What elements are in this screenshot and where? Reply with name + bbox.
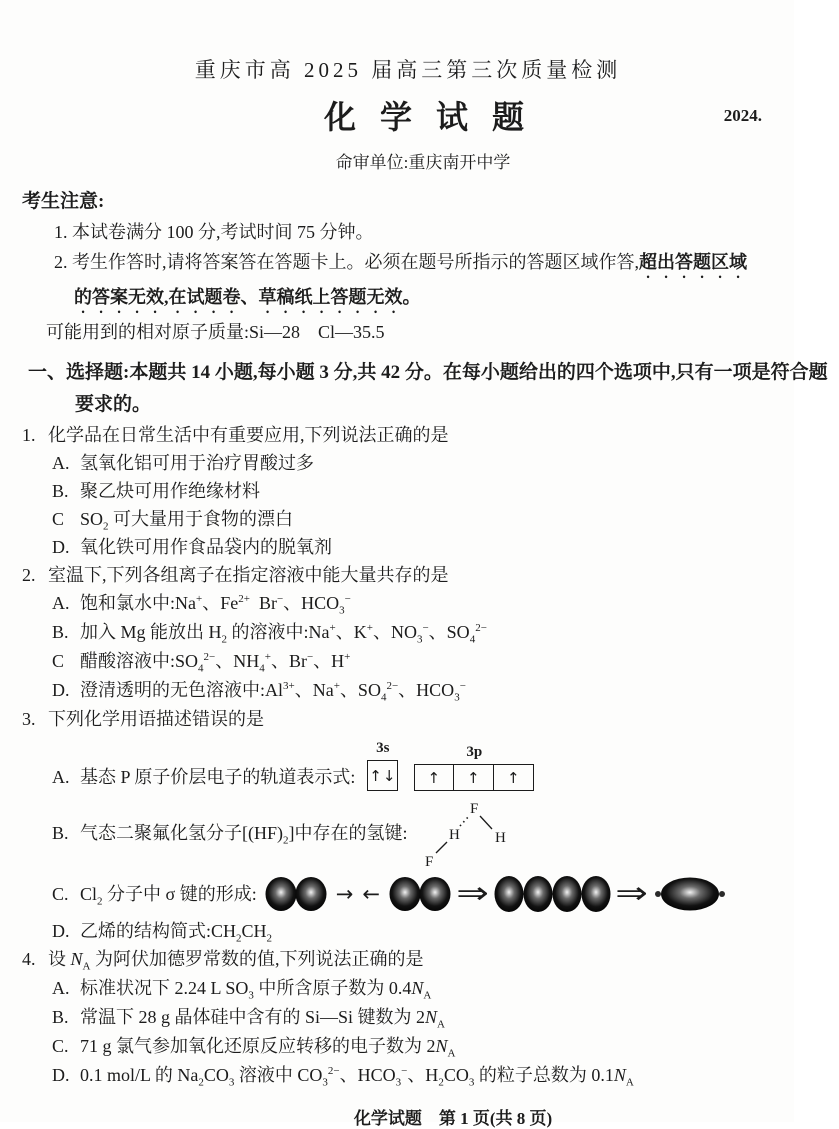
option-text: $Cl_2$ 分子中 σ 键的形成:: [80, 884, 257, 908]
option-label: C.: [52, 884, 69, 904]
option-text: 乙烯的结构简式$:CH_2CH_2$: [80, 921, 273, 945]
hydrogen-bond-dotted-line: [460, 816, 469, 826]
fh-bond-line: [480, 816, 492, 829]
option-text: 加入 Mg 能放出 $H_2$ 的溶液中:Na+、K+、$NO_3^-$、$SO_4^{2-}$: [80, 622, 487, 646]
question-1-option-d: [22, 533, 794, 561]
option-text: 气态二聚氟化氢分子$[(HF)_2]$中存在的氢键:: [80, 823, 408, 847]
p-orbital-pair-1: [265, 875, 327, 913]
question-3-stem: [22, 705, 794, 733]
atom-h-left: H: [448, 827, 460, 843]
question-2-stem: [22, 561, 794, 589]
sigma-bond-orbital: [653, 873, 727, 915]
question-2-option-b: [22, 618, 794, 647]
atom-f-bottom: F: [424, 854, 433, 870]
double-arrow-icon: ⇒: [615, 876, 649, 911]
notice-item-2-text: 2. 考生作答时,请将答案答在答题卡上。必须在题号所指示的答题区域作答,: [54, 252, 639, 272]
option-text: 醋酸溶液中$:SO_4^{2-}$、$NH_4^+$、Br−、H+: [80, 651, 351, 675]
option-label: A.: [52, 453, 70, 473]
notice-emphasis-1: 超出答题区域: [639, 252, 747, 272]
option-text: 标准状况下 2.24 L $SO_3$ 中所含原子数为 $0.4N_A$: [80, 978, 432, 1002]
atom-f-top: F: [469, 801, 478, 817]
question-4-option-c: [22, 1032, 794, 1061]
page-footer: 化学试题 第 1 页(共 8 页): [353, 1109, 553, 1128]
option-text: 聚乙炔可用作绝缘材料: [80, 481, 260, 501]
p-orbital-overlap-group: [494, 874, 610, 914]
option-text: 常温下 28 g 晶体硅中含有的 Si—Si 键数为 $2N_A$: [80, 1007, 445, 1031]
option-text: 基态 P 原子价层电子的轨道表示式:: [80, 767, 356, 787]
exam-header: 重庆市高 2025 届高三第三次质量检测: [194, 58, 622, 82]
option-label: A.: [52, 767, 70, 787]
option-label: D.: [52, 921, 70, 941]
notice-item-2: [22, 247, 794, 282]
orbital-box-3p: ↑: [494, 764, 534, 791]
exam-year: 2024.: [723, 106, 762, 125]
issuer-line: 命审单位:重庆南开中学: [335, 153, 511, 172]
option-label: C: [52, 509, 65, 529]
question-4: [22, 945, 794, 1090]
orbital-3p-group: [414, 743, 534, 791]
option-label: B.: [52, 622, 69, 642]
option-label: B.: [52, 823, 69, 843]
question-1-option-b: [22, 477, 794, 505]
option-text: 0.1 mol/L 的 $Na_2CO_3$ 溶液中 $CO_3^{2-}$、$HCO_3^-$、$H_2CO_3$ 的粒子总数为 $0.1N_A$: [80, 1065, 634, 1089]
question-text: 化学品在日常生活中有重要应用,下列说法正确的是: [48, 425, 449, 445]
question-2: [22, 561, 794, 705]
question-text: 设 $N_A$ 为阿伏加德罗常数的值,下列说法正确的是: [48, 949, 424, 973]
notice-item-1: 1. 本试卷满分 100 分,考试时间 75 分钟。: [54, 222, 374, 242]
option-label: A.: [52, 593, 70, 613]
question-3-option-c: [22, 873, 794, 915]
question-2-option-c: [22, 647, 794, 676]
question-4-option-a: [22, 974, 794, 1003]
question-text: 室温下,下列各组离子在指定溶液中能大量共存的是: [48, 565, 449, 585]
sigma-bond-diagram: [265, 873, 728, 915]
question-3: [22, 705, 794, 945]
section-heading-line1: [22, 357, 828, 389]
section-heading-clipped-char: 题: [808, 362, 828, 383]
option-label: B.: [52, 1007, 69, 1027]
orbital-3s-group: [367, 739, 398, 791]
section-heading-line2: 要求的。: [75, 394, 152, 415]
question-1-stem: [22, 421, 794, 449]
notice-heading: 考生注意:: [22, 191, 105, 212]
arrow-right-icon: →: [335, 881, 354, 906]
option-text: 71 g 氯气参加氧化还原反应转移的电子数为 $2N_A$: [80, 1036, 456, 1060]
question-number: 1.: [22, 425, 36, 445]
question-number: 3.: [22, 709, 36, 729]
question-3-option-b: [22, 795, 794, 871]
option-label: C: [52, 651, 65, 671]
question-number: 2.: [22, 565, 36, 585]
arrow-left-icon: ←: [362, 881, 380, 906]
option-text: 饱和氯水中:Na+、$Fe^{2+}$ Br−、$HCO_3^-$: [80, 593, 351, 617]
option-label: B.: [52, 481, 69, 501]
section-heading-text: 一、选择题:本题共 14 小题,每小题 3 分,共 42 分。在每小题给出的四个选项中,只有一项是符合: [28, 362, 809, 383]
question-1-option-a: [22, 449, 794, 477]
question-number: 4.: [22, 949, 36, 969]
atomic-mass-note: 可能用到的相对原子质量:Si—28 Cl—35.5: [46, 322, 385, 342]
notice-emphasis-2: 的答案无效,在试题卷、草稿纸上答题无效。: [74, 287, 421, 307]
orbital-3s-label: 3s: [376, 740, 390, 756]
option-text: $SO_2$ 可大量用于食物的漂白: [80, 509, 294, 533]
question-text: 下列化学用语描述错误的是: [48, 709, 264, 729]
orbital-3s-row: [367, 760, 398, 791]
option-text: 氧化铁可用作食品袋内的脱氧剂: [80, 537, 332, 557]
orbital-3p-label: 3p: [466, 744, 483, 760]
option-label: A.: [52, 978, 70, 998]
option-label: C.: [52, 1036, 69, 1056]
hf-dimer-diagram: [414, 795, 522, 871]
question-1-option-c: [22, 505, 794, 533]
orbital-box-3p: ↑: [414, 764, 454, 791]
page-title: 化 学 试 题: [323, 99, 532, 135]
question-4-stem: [22, 945, 794, 974]
question-3-option-a: [22, 739, 794, 791]
fh-bond-line: [436, 842, 447, 853]
question-2-option-d: [22, 676, 794, 705]
option-text: 澄清透明的无色溶液中$:Al^{3+}$、Na+、$SO_4^{2-}$、$HCO_3^-$: [80, 680, 466, 704]
orbital-box-3p: ↑: [454, 764, 494, 791]
orbital-diagram: [367, 739, 534, 791]
option-label: D.: [52, 1065, 70, 1085]
double-arrow-icon: ⇒: [456, 876, 489, 911]
orbital-3p-row: [414, 764, 534, 791]
question-2-option-a: [22, 589, 794, 618]
title-row: [22, 94, 794, 145]
option-text: 氢氧化铝可用于治疗胃酸过多: [80, 453, 314, 473]
option-label: D.: [52, 537, 70, 557]
question-4-option-d: [22, 1061, 794, 1090]
question-4-option-b: [22, 1003, 794, 1032]
p-orbital-pair-2: [389, 875, 451, 913]
orbital-box-3s: ↑↓: [367, 760, 398, 791]
option-label: D.: [52, 680, 70, 700]
question-1: [22, 421, 794, 561]
question-3-option-d: [22, 917, 794, 945]
atom-h-right: H: [494, 830, 506, 846]
